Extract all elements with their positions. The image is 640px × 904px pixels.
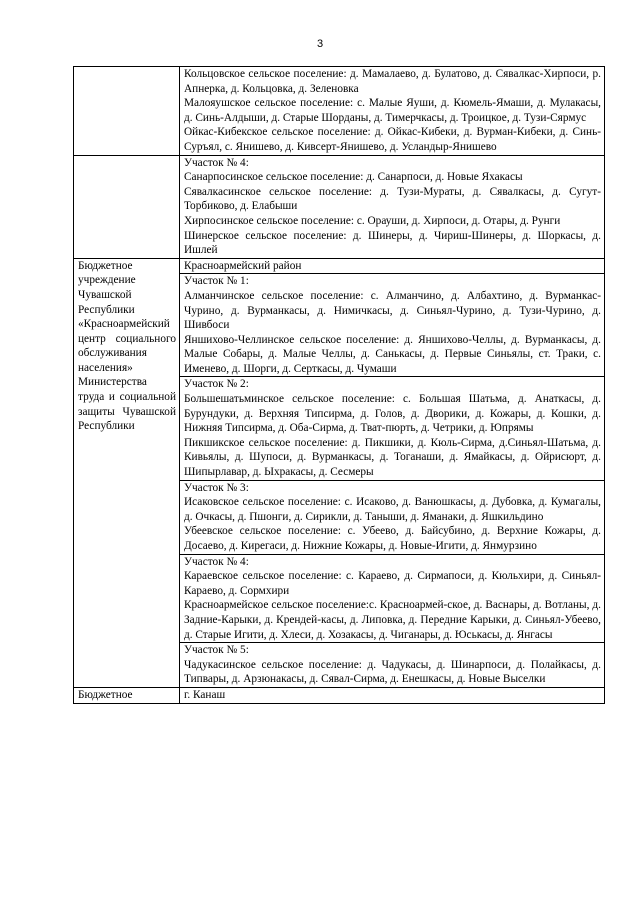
area-cell	[180, 377, 605, 480]
area-cell	[180, 258, 605, 274]
table-row	[74, 155, 605, 258]
table-row	[74, 258, 605, 274]
service-areas-table	[73, 66, 605, 704]
area-paragraph: Малояушское сельское поселение: с. Малые Яуши, д. Кюмель-Ямаши, д. Мулакасы, д. Синь-Алдыши, д. Старые Шорданы, д. Тимерчкасы, д. Троицкое, д. Тузи-Сярмус	[184, 97, 601, 124]
area-paragraph: Красноармейский район	[184, 259, 302, 272]
area-paragraph: Чадукасинское сельское поселение: д. Чадукасы, д. Шинарпоси, д. Полайкасы, д. Типвары, д. Арзюнакасы, д. Сявал-Сирма, д. Енешкасы, д. Новые Выселки	[184, 658, 601, 686]
organization-cell	[74, 155, 180, 258]
area-paragraph: Хирпосинское сельское поселение: с. Орауши, д. Хирпоси, д. Отары, д. Рунги	[184, 214, 561, 227]
area-cell	[180, 67, 605, 156]
area-paragraph: Участок № 5:	[184, 644, 249, 657]
area-paragraph: Санарпосинское сельское поселение: д. Санарпоси, д. Новые Яхакасы	[184, 171, 523, 184]
organization-name: Бюджетное	[78, 688, 133, 701]
area-paragraph: Участок № 4:	[184, 156, 249, 169]
area-paragraph: Кольцовское сельское поселение: д. Мамалаево, д. Булатово, д. Сявалкас-Хирпоси, р. Апнерка, д. Кольцовка, д. Зеленовка	[184, 68, 601, 95]
organization-name: Бюджетное учреждение Чувашской Республики «Красноармейский центр социального обслуживания населения» Министерства труда и социальной защиты Чувашской Республики	[78, 259, 176, 433]
area-paragraph: Участок № 3:	[184, 481, 249, 494]
page-number: 3	[316, 38, 324, 50]
area-paragraph: Яншихово-Челлинское сельское поселение: д. Яншихово-Челлы, д. Вурманкасы, д. Малые Собары, д. Малые Челлы, д. Санькасы, д. Первые Синьялы, ст. Траки, с. Именево, д. Шорги, д. Серткасы, д. Чумаши	[184, 333, 601, 375]
area-cell	[180, 687, 605, 703]
table-row	[74, 67, 605, 156]
area-paragraph: Сявалкасинское сельское поселение: д. Тузи-Мураты, д. Сявалкасы, д. Сугут-Торбиково, д. Елабыши	[184, 185, 601, 213]
area-cell	[180, 155, 605, 258]
area-paragraph: г. Канаш	[184, 688, 226, 701]
area-cell	[180, 480, 605, 554]
area-paragraph: Караевское сельское поселение: с. Караево, д. Сирмапоси, д. Кюльхири, д. Синьял-Караево, д. Сормхири	[184, 570, 601, 597]
area-cell	[180, 274, 605, 377]
area-paragraph: Участок № 4:	[184, 555, 249, 568]
area-paragraph: Участок № 2:	[184, 378, 249, 391]
area-paragraph: Убеевское сельское поселение: с. Убеево, д. Байсубино, д. Верхние Кожары, д. Досаево, д. Кирегаси, д. Нижние Кожары, д. Новые-Игити, д. Янмурзино	[184, 525, 601, 552]
area-paragraph: Алманчинское сельское поселение: с. Алманчино, д. Албахтино, д. Вурманкас-Чурино, д. Вурманкасы, д. Нимичкасы, д. Синьял-Чурино, д. Тузи-Чурино, д. Шивбоси	[184, 289, 601, 332]
area-paragraph: Шинерское сельское поселение: д. Шинеры, д. Чириш-Шинеры, д. Шоркасы, д. Ишлей	[184, 229, 601, 257]
organization-cell	[74, 687, 180, 703]
area-paragraph: Ойкас-Кибекское сельское поселение: д. Ойкас-Кибеки, д. Вурман-Кибеки, д. Синь-Суръял, с. Янишево, д. Кивсерт-Янишево, д. Усландыр-Янишево	[184, 126, 601, 153]
area-paragraph: Красноармейское сельское поселение:с. Красноармей-ское, д. Васнары, д. Вотланы, д. Задние-Карыки, д. Крендей-касы, д. Липовка, д. Передние Карыки, д. Синьял-Убеево, д. Старые Игити, д. Хлеси, д. Хозакасы, д. Чиганары, д. Юськасы, д. Янгасы	[184, 599, 601, 641]
area-paragraph: Участок № 1:	[184, 275, 249, 288]
area-cell	[180, 643, 605, 688]
area-paragraph: Пикшикское сельское поселение: д. Пикшики, д. Кюль-Сирма, д.Синьял-Шатьма, д. Кивьялы, д. Шупоси, д. Вурманкасы, д. Тоганаши, д. Ямайкасы, д. Ойрисюрт, д. Шипырлавар, д. Ыхракасы, д. Сесмеры	[184, 436, 601, 479]
area-paragraph: Большешатьминское сельское поселение: с. Большая Шатьма, д. Анаткасы, д. Бурундуки, д. Верхняя Типсирма, д. Голов, д. Дворики, д. Кожары, д. Кошки, д. Нижняя Типсирма, д. Оба-Сирма, д. Тват-пюрть, д. Четрики, д. Юпрямы	[184, 393, 601, 435]
area-paragraph: Исаковское сельское поселение: с. Исаково, д. Ванюшкасы, д. Дубовка, д. Кумагалы, д. Очкасы, д. Пшонги, д. Сирикли, д. Таныши, д. Яманаки, д. Яшкильдино	[184, 496, 601, 523]
organization-cell	[74, 67, 180, 156]
table-row	[74, 687, 605, 703]
area-cell	[180, 554, 605, 643]
organization-cell	[74, 258, 180, 687]
